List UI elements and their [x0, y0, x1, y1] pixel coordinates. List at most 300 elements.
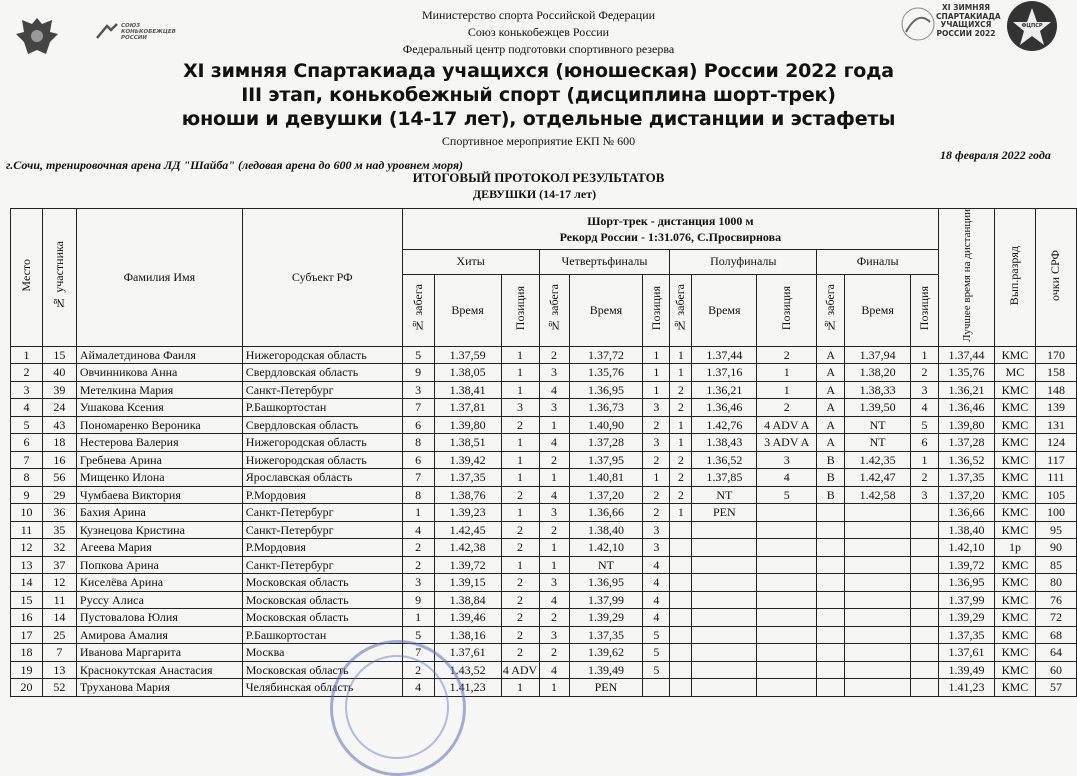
cell-rank: КМС	[994, 486, 1035, 504]
cell-rank: КМС	[994, 521, 1035, 539]
cell-semi-position: 2	[757, 399, 817, 417]
cell-semi-time: NT	[692, 486, 757, 504]
cell-semi-race-no: 1	[670, 364, 692, 382]
table-row	[11, 504, 1077, 522]
cell-heat-time: 1.43,52	[434, 661, 501, 679]
cell-final-position	[911, 574, 939, 592]
cell-rank: КМС	[994, 381, 1035, 399]
cell-heat-race-no: 6	[402, 416, 434, 434]
cell-quarter-time: 1.39,29	[569, 609, 643, 627]
cell-quarter-position: 5	[643, 644, 670, 662]
cell-region: Ярославская область	[242, 469, 402, 487]
cell-heat-time: 1.39,42	[434, 451, 501, 469]
col-number-header: № участника	[42, 209, 76, 347]
table-row	[11, 626, 1077, 644]
cell-semi-time	[692, 609, 757, 627]
cell-heat-position: 2	[501, 539, 539, 557]
cell-heat-position: 2	[501, 416, 539, 434]
cell-semi-race-no: 1	[670, 346, 692, 364]
cell-region: Свердловская область	[242, 416, 402, 434]
cell-semi-race-no	[670, 609, 692, 627]
cell-quarter-time: 1.37,20	[569, 486, 643, 504]
cell-best-time: 1.37,44	[939, 346, 995, 364]
cell-quarter-time: 1.37,35	[569, 626, 643, 644]
cell-semi-race-no: 2	[670, 451, 692, 469]
cell-quarter-race-no: 1	[539, 556, 569, 574]
cell-semi-time: 1.36,52	[692, 451, 757, 469]
cell-heat-time: 1.39,72	[434, 556, 501, 574]
cell-rank: КМС	[994, 556, 1035, 574]
cell-quarter-race-no: 4	[539, 381, 569, 399]
cell-heat-position: 1	[501, 556, 539, 574]
cell-final-race-no: A	[817, 346, 845, 364]
cell-quarter-race-no: 1	[539, 416, 569, 434]
cell-quarter-race-no: 4	[539, 661, 569, 679]
official-stamp-inner-icon	[345, 655, 449, 759]
cell-semi-time	[692, 521, 757, 539]
cell-participant-number: 39	[42, 381, 76, 399]
cell-name: Бахия Арина	[76, 504, 242, 522]
cell-best-time: 1.36,66	[939, 504, 995, 522]
cell-final-time: 1.42,35	[845, 451, 911, 469]
cell-final-position: 3	[911, 486, 939, 504]
cell-heat-position: 2	[501, 626, 539, 644]
cell-place: 2	[11, 364, 43, 382]
cell-region: Р.Башкортостан	[242, 399, 402, 417]
cell-heat-race-no: 1	[402, 504, 434, 522]
cell-name: Киселёва Арина	[76, 574, 242, 592]
cell-place: 11	[11, 521, 43, 539]
cell-place: 14	[11, 574, 43, 592]
cell-heat-position: 2	[501, 574, 539, 592]
cell-region: Нижегородская область	[242, 434, 402, 452]
cell-final-time: 1.38,33	[845, 381, 911, 399]
cell-name: Пустовалова Юлия	[76, 609, 242, 627]
cell-best-time: 1.35,76	[939, 364, 995, 382]
cell-final-time	[845, 521, 911, 539]
cell-quarter-race-no: 4	[539, 486, 569, 504]
cell-best-time: 1.42,10	[939, 539, 995, 557]
cell-rank: КМС	[994, 661, 1035, 679]
cell-final-position	[911, 679, 939, 697]
cell-semi-time	[692, 661, 757, 679]
cell-final-race-no: A	[817, 364, 845, 382]
event-date: 18 февраля 2022 года	[940, 148, 1051, 162]
cell-semi-race-no: 1	[670, 434, 692, 452]
cell-heat-time: 1.42,45	[434, 521, 501, 539]
cell-semi-time	[692, 644, 757, 662]
discipline-title: Шорт-трек - дистанция 1000 м	[587, 213, 754, 228]
cell-heat-position: 1	[501, 434, 539, 452]
cell-final-race-no	[817, 626, 845, 644]
title-line-2: III этап, конькобежный спорт (дисциплина шорт-трек)	[241, 84, 836, 106]
cell-region: Челябинская область	[242, 679, 402, 697]
cell-participant-number: 52	[42, 679, 76, 697]
cell-semi-time: 1.37,44	[692, 346, 757, 364]
cell-quarter-position: 3	[643, 521, 670, 539]
final-header: Финалы	[817, 249, 939, 274]
cell-quarter-time: 1.40,90	[569, 416, 643, 434]
cell-heat-position: 1	[501, 381, 539, 399]
cell-rank: КМС	[994, 626, 1035, 644]
heats-header: Хиты	[402, 249, 539, 274]
cell-final-time: NT	[845, 416, 911, 434]
cell-final-position: 5	[911, 416, 939, 434]
table-row	[11, 399, 1077, 417]
cell-final-time: 1.42,58	[845, 486, 911, 504]
cell-final-race-no: B	[817, 486, 845, 504]
cell-place: 20	[11, 679, 43, 697]
cell-semi-position: 5	[757, 486, 817, 504]
cell-quarter-time: 1.36,66	[569, 504, 643, 522]
cell-place: 3	[11, 381, 43, 399]
cell-participant-number: 18	[42, 434, 76, 452]
cell-points: 117	[1035, 451, 1076, 469]
cell-semi-position	[757, 539, 817, 557]
cell-points: 80	[1035, 574, 1076, 592]
cell-name: Метелкина Мария	[76, 381, 242, 399]
cell-heat-position: 2	[501, 644, 539, 662]
union-line: Союз конькобежцев России	[467, 25, 610, 39]
cell-semi-time	[692, 556, 757, 574]
cell-final-time: 1.38,20	[845, 364, 911, 382]
cell-participant-number: 29	[42, 486, 76, 504]
cell-quarter-position: 1	[643, 381, 670, 399]
cell-semi-race-no	[670, 539, 692, 557]
cell-quarter-time: NT	[569, 556, 643, 574]
cell-final-position: 2	[911, 364, 939, 382]
cell-points: 158	[1035, 364, 1076, 382]
cell-semi-time: 1.42,76	[692, 416, 757, 434]
cell-rank: КМС	[994, 434, 1035, 452]
cell-heat-race-no: 2	[402, 661, 434, 679]
cell-heat-race-no: 3	[402, 381, 434, 399]
title-line-3: юноши и девушки (14-17 лет), отдельные дистанции и эстафеты	[181, 108, 896, 130]
cell-quarter-race-no: 3	[539, 504, 569, 522]
cell-best-time: 1.36,95	[939, 574, 995, 592]
table-row	[11, 539, 1077, 557]
cell-quarter-race-no: 1	[539, 679, 569, 697]
cell-quarter-position: 5	[643, 626, 670, 644]
semi-header: Полуфиналы	[670, 249, 817, 274]
cell-final-position: 4	[911, 399, 939, 417]
final-race-no-header: № забега	[817, 274, 845, 346]
cell-name: Агеева Мария	[76, 539, 242, 557]
cell-heat-time: 1.39,46	[434, 609, 501, 627]
cell-semi-time	[692, 539, 757, 557]
cell-best-time: 1.36,46	[939, 399, 995, 417]
cell-best-time: 1.37,35	[939, 626, 995, 644]
cell-semi-position	[757, 591, 817, 609]
cell-best-time: 1.38,40	[939, 521, 995, 539]
cell-final-time	[845, 626, 911, 644]
cell-participant-number: 13	[42, 661, 76, 679]
cell-points: 57	[1035, 679, 1076, 697]
cell-points: 64	[1035, 644, 1076, 662]
cell-final-time: 1.39,50	[845, 399, 911, 417]
cell-best-time: 1.41,23	[939, 679, 995, 697]
cell-final-time	[845, 539, 911, 557]
table-row	[11, 381, 1077, 399]
cell-best-time: 1.37,28	[939, 434, 995, 452]
cell-heat-race-no: 4	[402, 679, 434, 697]
cell-place: 6	[11, 434, 43, 452]
event-line: Спортивное мероприятие ЕКП № 600	[441, 134, 636, 148]
cell-semi-race-no	[670, 679, 692, 697]
cell-quarter-position: 4	[643, 556, 670, 574]
cell-points: 111	[1035, 469, 1076, 487]
cell-semi-position: 3 ADV A	[757, 434, 817, 452]
cell-participant-number: 7	[42, 644, 76, 662]
cell-points: 95	[1035, 521, 1076, 539]
cell-rank: 1р	[994, 539, 1035, 557]
cell-heat-race-no: 7	[402, 469, 434, 487]
cell-name: Мищенко Илона	[76, 469, 242, 487]
cell-rank: КМС	[994, 416, 1035, 434]
cell-quarter-time: 1.37,28	[569, 434, 643, 452]
cell-semi-time: 1.36,21	[692, 381, 757, 399]
cell-final-race-no: B	[817, 469, 845, 487]
cell-heat-time: 1.37,81	[434, 399, 501, 417]
cell-quarter-position: 2	[643, 486, 670, 504]
cell-points: 131	[1035, 416, 1076, 434]
quarter-header: Четвертьфиналы	[539, 249, 670, 274]
fcpsr-logo-text: ФЦПСР	[1021, 23, 1043, 29]
cell-heat-race-no: 7	[402, 399, 434, 417]
cell-final-race-no	[817, 591, 845, 609]
cell-name: Нестерова Валерия	[76, 434, 242, 452]
cell-place: 19	[11, 661, 43, 679]
final-position-header: Позиция	[911, 274, 939, 346]
cell-region: Р.Мордовия	[242, 486, 402, 504]
cell-place: 17	[11, 626, 43, 644]
cell-final-position: 3	[911, 381, 939, 399]
cell-region: Нижегородская область	[242, 346, 402, 364]
cell-region: Москва	[242, 644, 402, 662]
cell-semi-position	[757, 504, 817, 522]
col-rank-header: Вып.разряд	[994, 209, 1035, 347]
cell-name: Чумбаева Виктория	[76, 486, 242, 504]
cell-quarter-position: 1	[643, 346, 670, 364]
cell-best-time: 1.36,52	[939, 451, 995, 469]
cell-name: Аймалетдинова Фаиля	[76, 346, 242, 364]
cell-place: 12	[11, 539, 43, 557]
cell-place: 7	[11, 451, 43, 469]
cell-participant-number: 24	[42, 399, 76, 417]
cell-final-race-no	[817, 609, 845, 627]
cell-heat-position: 2	[501, 486, 539, 504]
discipline-header	[402, 209, 938, 250]
cell-quarter-time: 1.35,76	[569, 364, 643, 382]
cell-final-race-no	[817, 661, 845, 679]
cell-semi-race-no	[670, 644, 692, 662]
cell-semi-position: 4	[757, 469, 817, 487]
cell-final-position: 1	[911, 451, 939, 469]
cell-region: Московская область	[242, 609, 402, 627]
cell-final-position	[911, 556, 939, 574]
cell-rank: КМС	[994, 679, 1035, 697]
cell-quarter-race-no: 2	[539, 521, 569, 539]
cell-name: Овчинникова Анна	[76, 364, 242, 382]
cell-semi-position: 3	[757, 451, 817, 469]
venue-line: г.Сочи, тренировочная арена ЛД "Шайба" (ледовая арена до 600 м над уровнем моря)	[6, 158, 464, 172]
cell-region: Санкт-Петербург	[242, 504, 402, 522]
cell-name: Гребнева Арина	[76, 451, 242, 469]
cell-points: 148	[1035, 381, 1076, 399]
cell-quarter-race-no: 2	[539, 609, 569, 627]
cell-heat-race-no: 2	[402, 556, 434, 574]
cell-quarter-time: 1.37,95	[569, 451, 643, 469]
cell-semi-position	[757, 661, 817, 679]
cell-heat-race-no: 4	[402, 521, 434, 539]
union-logo-text: СОЮЗ КОНЬКОБЕЖЦЕВ РОССИИ	[121, 23, 176, 41]
table-row	[11, 416, 1077, 434]
cell-semi-position	[757, 521, 817, 539]
cell-name: Амирова Амалия	[76, 626, 242, 644]
table-row	[11, 434, 1077, 452]
cell-quarter-time: 1.36,95	[569, 574, 643, 592]
cell-quarter-time: 1.37,99	[569, 591, 643, 609]
cell-participant-number: 16	[42, 451, 76, 469]
cell-quarter-race-no: 4	[539, 434, 569, 452]
cell-final-position	[911, 609, 939, 627]
cell-final-position	[911, 661, 939, 679]
cell-name: Руссу Алиса	[76, 591, 242, 609]
category-line: ДЕВУШКИ (14-17 лет)	[472, 187, 597, 201]
cell-heat-position: 1	[501, 346, 539, 364]
col-region-header: Субъект РФ	[242, 209, 402, 347]
cell-quarter-time: 1.38,40	[569, 521, 643, 539]
cell-final-time	[845, 644, 911, 662]
cell-participant-number: 15	[42, 346, 76, 364]
cell-final-race-no	[817, 679, 845, 697]
cell-participant-number: 40	[42, 364, 76, 382]
cell-points: 105	[1035, 486, 1076, 504]
cell-final-race-no	[817, 504, 845, 522]
cell-rank: КМС	[994, 469, 1035, 487]
cell-final-race-no	[817, 521, 845, 539]
cell-place: 16	[11, 609, 43, 627]
cell-final-time	[845, 609, 911, 627]
heat-time-header: Время	[434, 274, 501, 346]
semi-race-no-header: № забега	[670, 274, 692, 346]
table-row	[11, 469, 1077, 487]
cell-semi-time	[692, 591, 757, 609]
cell-heat-position: 1	[501, 364, 539, 382]
cell-quarter-position: 2	[643, 504, 670, 522]
cell-place: 8	[11, 469, 43, 487]
cell-participant-number: 35	[42, 521, 76, 539]
cell-region: Нижегородская область	[242, 451, 402, 469]
cell-rank: КМС	[994, 574, 1035, 592]
cell-semi-position	[757, 574, 817, 592]
cell-heat-time: 1.38,41	[434, 381, 501, 399]
cell-semi-position	[757, 644, 817, 662]
cell-region: Санкт-Петербург	[242, 381, 402, 399]
cell-name: Труханова Мария	[76, 679, 242, 697]
cell-quarter-position: 3	[643, 399, 670, 417]
cell-heat-race-no: 9	[402, 591, 434, 609]
cell-quarter-position: 3	[643, 434, 670, 452]
cell-semi-race-no	[670, 574, 692, 592]
semi-position-header: Позиция	[757, 274, 817, 346]
cell-final-race-no: A	[817, 434, 845, 452]
cell-final-race-no: A	[817, 381, 845, 399]
cell-name: Краснокутская Анастасия	[76, 661, 242, 679]
cell-participant-number: 12	[42, 574, 76, 592]
quarter-time-header: Время	[569, 274, 643, 346]
cell-region: Санкт-Петербург	[242, 521, 402, 539]
results-table	[10, 208, 1077, 697]
cell-quarter-position: 1	[643, 364, 670, 382]
cell-points: 72	[1035, 609, 1076, 627]
cell-quarter-position: 1	[643, 469, 670, 487]
cell-semi-race-no: 2	[670, 486, 692, 504]
cell-heat-position: 3	[501, 399, 539, 417]
cell-best-time: 1.39,80	[939, 416, 995, 434]
cell-points: 139	[1035, 399, 1076, 417]
cell-final-race-no	[817, 556, 845, 574]
cell-final-time	[845, 574, 911, 592]
cell-final-position	[911, 591, 939, 609]
quarter-position-header: Позиция	[643, 274, 670, 346]
cell-heat-time: 1.41,23	[434, 679, 501, 697]
table-row	[11, 556, 1077, 574]
cell-final-position	[911, 539, 939, 557]
spartakiada-logo-text: XI ЗИМНЯЯ СПАРТАКИАДА УЧАЩИХСЯ РОССИИ 2022	[936, 3, 1001, 38]
cell-participant-number: 11	[42, 591, 76, 609]
cell-heat-time: 1.37,59	[434, 346, 501, 364]
cell-rank: КМС	[994, 609, 1035, 627]
table-row	[11, 644, 1077, 662]
cell-name: Пономаренко Вероника	[76, 416, 242, 434]
cell-quarter-position: 4	[643, 609, 670, 627]
cell-quarter-time: 1.36,95	[569, 381, 643, 399]
cell-final-position	[911, 644, 939, 662]
heat-race-no-header: № забега	[402, 274, 434, 346]
cell-quarter-time: PEN	[569, 679, 643, 697]
cell-heat-time: 1.39,23	[434, 504, 501, 522]
cell-heat-position: 1	[501, 469, 539, 487]
cell-final-position: 6	[911, 434, 939, 452]
cell-semi-race-no	[670, 661, 692, 679]
cell-place: 4	[11, 399, 43, 417]
cell-place: 9	[11, 486, 43, 504]
cell-semi-race-no: 1	[670, 416, 692, 434]
cell-final-time: NT	[845, 434, 911, 452]
cell-semi-race-no: 1	[670, 504, 692, 522]
cell-best-time: 1.37,61	[939, 644, 995, 662]
cell-heat-position: 2	[501, 591, 539, 609]
col-best-header: Лучшее время на дистанции	[939, 209, 995, 347]
cell-quarter-position: 4	[643, 574, 670, 592]
cell-heat-race-no: 5	[402, 346, 434, 364]
cell-semi-position: 1	[757, 381, 817, 399]
cell-quarter-position: 5	[643, 661, 670, 679]
cell-final-race-no	[817, 539, 845, 557]
cell-heat-time: 1.38,76	[434, 486, 501, 504]
cell-final-race-no	[817, 574, 845, 592]
cell-best-time: 1.39,49	[939, 661, 995, 679]
cell-final-position	[911, 626, 939, 644]
cell-heat-race-no: 2	[402, 539, 434, 557]
cell-heat-time: 1.38,51	[434, 434, 501, 452]
cell-quarter-time: 1.36,73	[569, 399, 643, 417]
cell-heat-race-no: 3	[402, 574, 434, 592]
cell-heat-race-no: 1	[402, 609, 434, 627]
cell-heat-position: 2	[501, 521, 539, 539]
cell-semi-time: 1.36,46	[692, 399, 757, 417]
